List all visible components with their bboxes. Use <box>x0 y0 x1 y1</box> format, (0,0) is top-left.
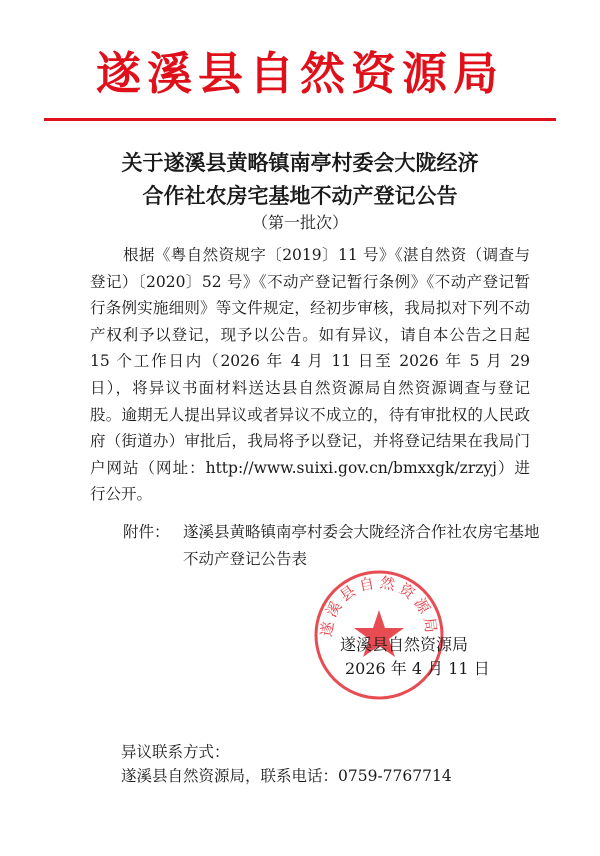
signature-date: 2026 年 4 月 11 日 <box>345 659 490 678</box>
svg-text:遂溪县自然资源局: 遂溪县自然资源局 <box>317 573 441 638</box>
contact-label: 异议联系方式： <box>121 743 230 761</box>
document-title-line2: 合作社农房宅基地不动产登记公告 <box>142 183 458 208</box>
attachment-label: 附件： <box>123 523 170 541</box>
document-title-line1: 关于遂溪县黄略镇南亭村委会大陇经济 <box>121 150 479 175</box>
announcement-body: 根据《粤自然资规字〔2019〕11 号》《湛自然资（调查与登记）〔2020〕52 号》《不动产登记暂行条例》《不动产登记暂行条例实施细则》等文件规定，经初步审核，我局拟对下列不动产权利予以登记，现予以公告。如有异议，请自本公告之日起 15 个工作日内（2026 年 4 月 11 日至 2026 年 5 月 29 日），将异议书面材料送达县自然资源局自然资源调查与登记股。逾期无人提出异议或者异议不成立的，待有审批权的人民政府（街道办）审批后，我局将予以登记，并将登记结果在我局门户网站（网址：http://www.suixi.gov.cn/bmxxgk/zrzyj）进行公开。 <box>90 246 530 504</box>
batch-label: （第一批次） <box>251 213 348 232</box>
attachment-text: 遂溪县黄略镇南亭村委会大陇经济合作社农房宅基地不动产登记公告表 <box>183 523 540 568</box>
header-org-name: 遂溪县自然资源局 <box>95 47 504 100</box>
header-divider <box>44 118 556 121</box>
document-title <box>60 146 540 212</box>
signature-org: 遂溪县自然资源局 <box>340 635 469 654</box>
contact-line: 遂溪县自然资源局，联系电话：0759-7767714 <box>121 767 452 785</box>
